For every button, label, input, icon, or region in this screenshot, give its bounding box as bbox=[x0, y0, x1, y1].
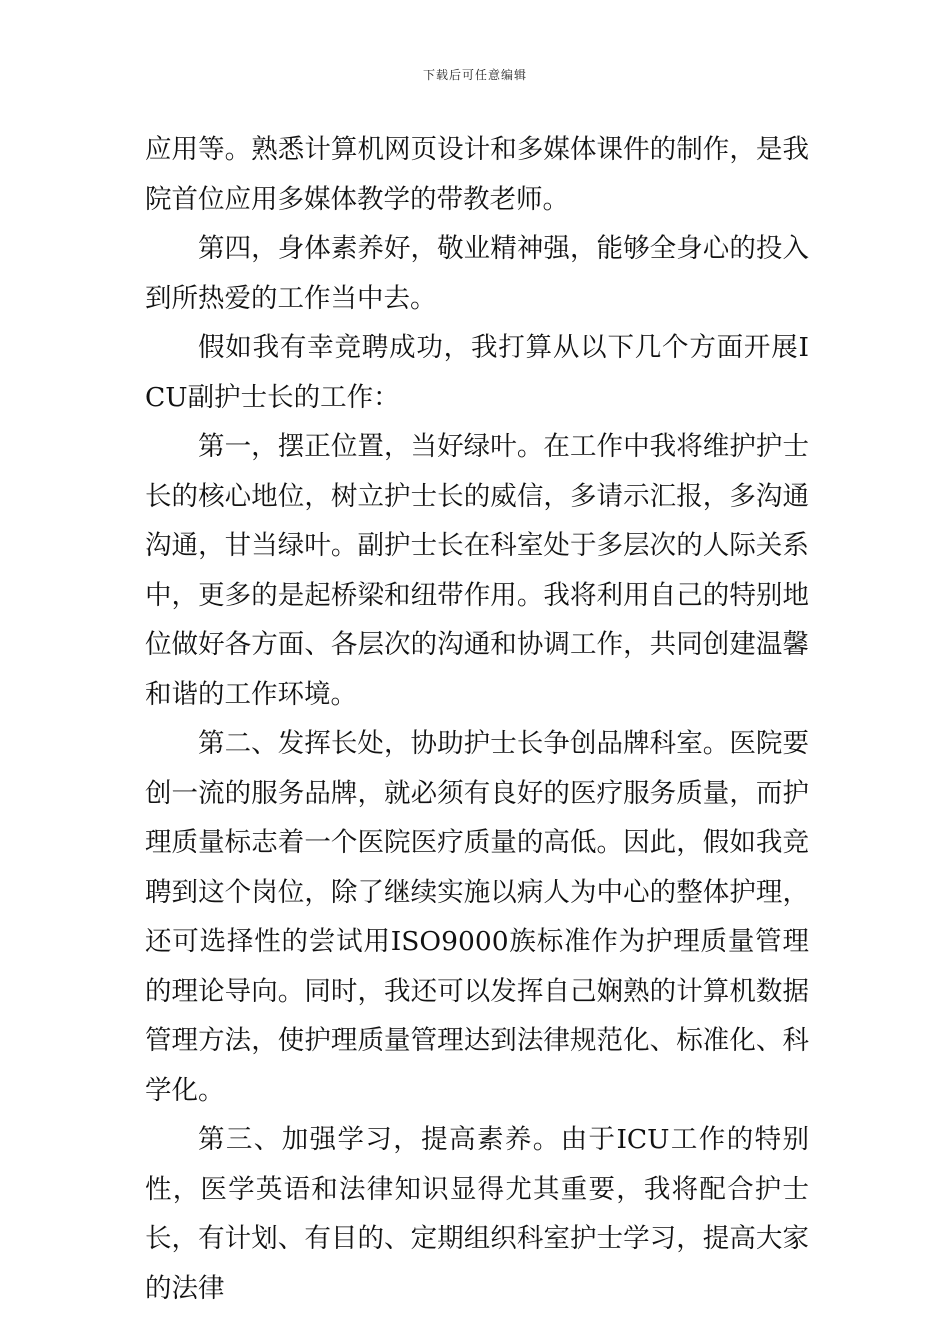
paragraph-6: 第三、加强学习，提高素养。由于ICU工作的特别性，医学英语和法律知识显得尤其重要，我将配合护士长，有计划、有目的、定期组织科室护士学习，提高大家的法律 bbox=[145, 1124, 809, 1304]
document-body bbox=[145, 125, 809, 1313]
paragraph-2: 第四，身体素养好，敬业精神强，能够全身心的投入到所热爱的工作当中去。 bbox=[145, 233, 809, 314]
paragraph-3: 假如我有幸竞聘成功，我打算从以下几个方面开展ICU副护士长的工作： bbox=[145, 332, 809, 413]
paragraph-1: 应用等。熟悉计算机网页设计和多媒体课件的制作，是我院首位应用多媒体教学的带教老师。 bbox=[145, 134, 809, 215]
paragraph-4: 第一，摆正位置，当好绿叶。在工作中我将维护护士长的核心地位，树立护士长的威信，多请示汇报，多沟通沟通，甘当绿叶。副护士长在科室处于多层次的人际关系中，更多的是起桥梁和纽带作用。我将利用自己的特别地位做好各方面、各层次的沟通和协调工作，共同创建温馨和谐的工作环境。 bbox=[145, 431, 809, 710]
paragraph-5: 第二、发挥长处，协助护士长争创品牌科室。医院要创一流的服务品牌，就必须有良好的医疗服务质量，而护理质量标志着一个医院医疗质量的高低。因此，假如我竞聘到这个岗位，除了继续实施以病人为中心的整体护理，还可选择性的尝试用ISO9000族标准作为护理质量管理的理论导向。同时，我还可以发挥自己娴熟的计算机数据管理方法，使护理质量管理达到法律规范化、标准化、科学化。 bbox=[145, 728, 809, 1106]
page-header: 下载后可任意编辑 bbox=[422, 68, 527, 82]
